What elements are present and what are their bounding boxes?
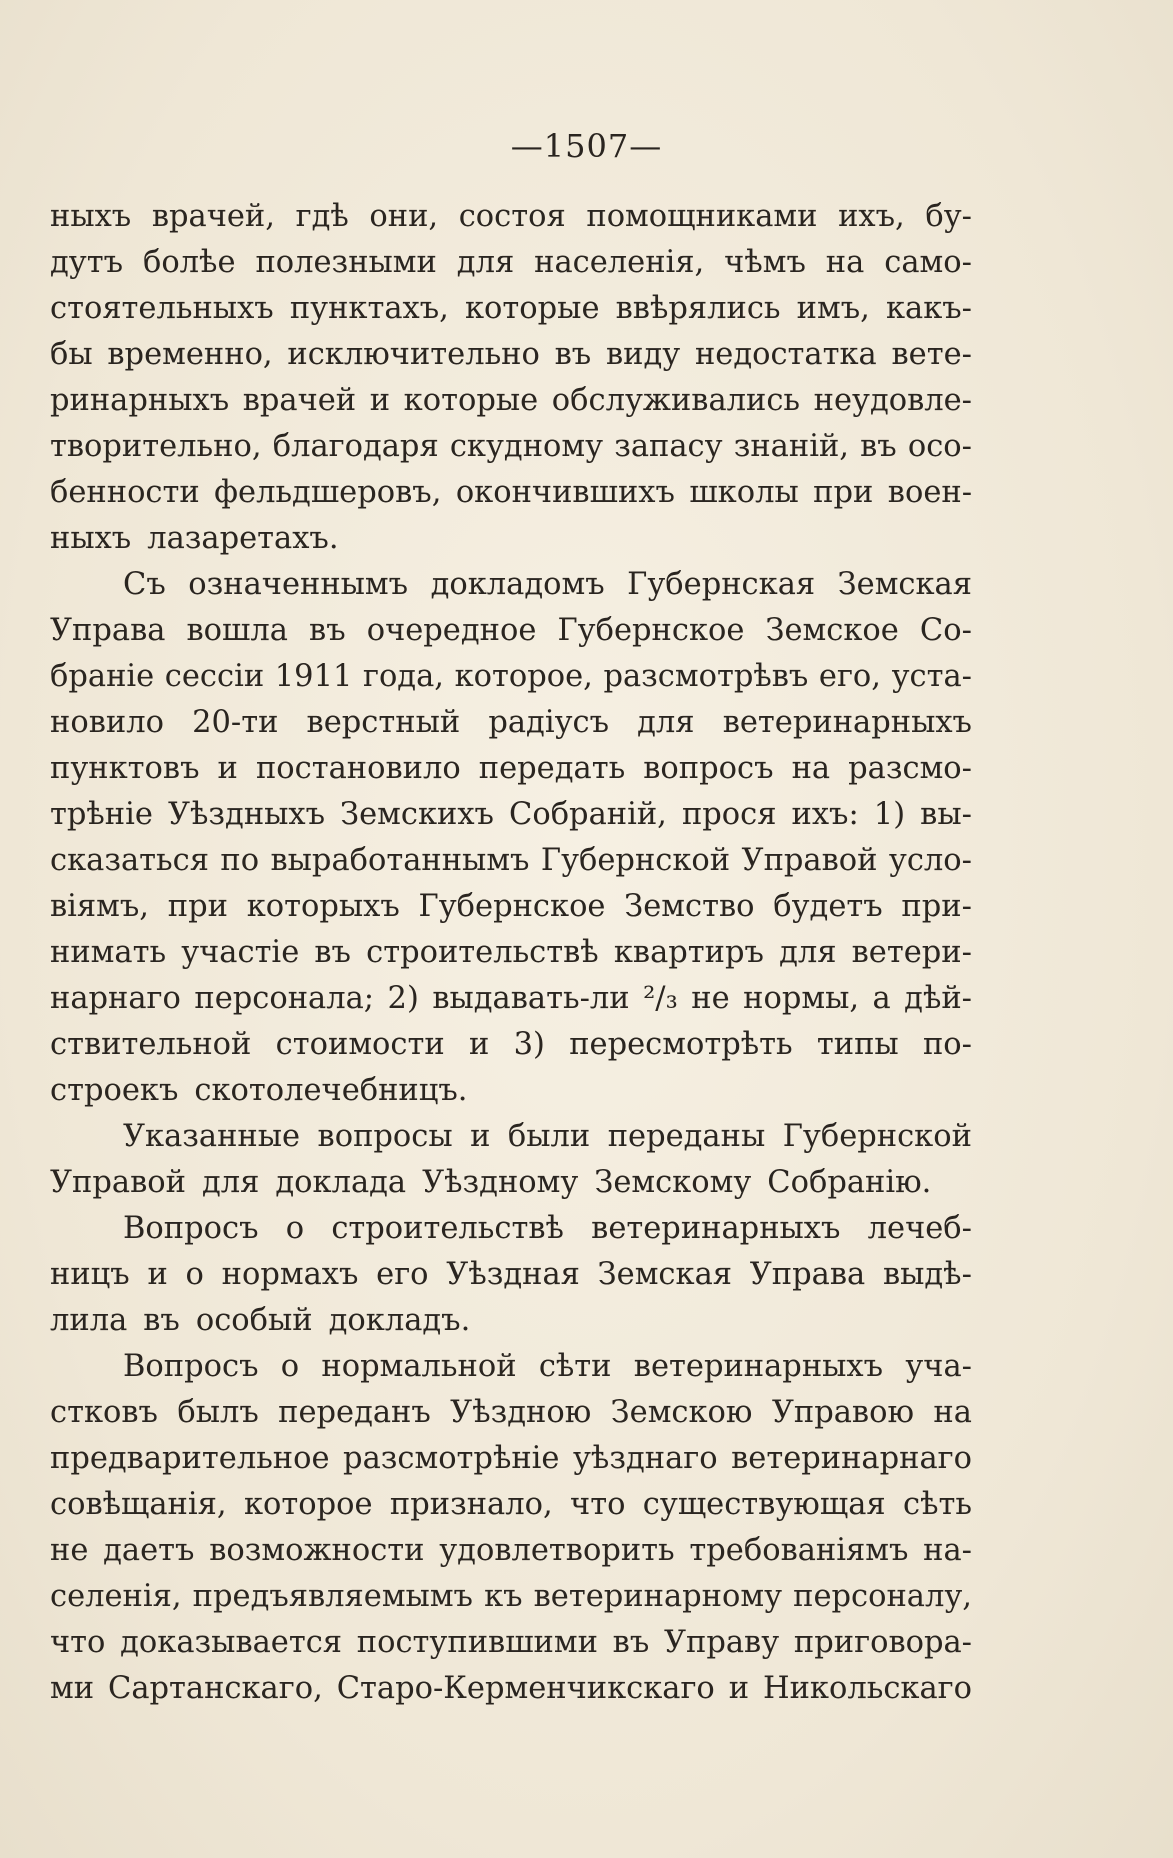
text-line (50, 1344, 972, 1390)
word: для (637, 705, 695, 740)
word: ветеринарному (533, 1579, 783, 1614)
text-line (50, 1206, 972, 1252)
text-line (50, 1390, 972, 1436)
text-line (50, 1298, 972, 1344)
word: предъявляемымъ (192, 1579, 473, 1614)
word: недостатка (694, 337, 877, 372)
text-line (50, 424, 972, 470)
word: скотолечебницъ. (194, 1073, 468, 1108)
word: въ (314, 935, 351, 970)
word: которое (243, 1487, 373, 1522)
word: разсмотрѣвъ (603, 659, 809, 694)
word: дутъ (50, 245, 124, 280)
word: не (691, 981, 730, 1016)
word: ветеринарныхъ (591, 1211, 841, 1246)
word: для (779, 935, 837, 970)
word: о (280, 1349, 300, 1384)
text-line (50, 976, 972, 1022)
word: что (570, 1487, 626, 1522)
word: вошла (186, 613, 288, 648)
word: персонала; (194, 981, 375, 1016)
word: удовлетворить (439, 1533, 675, 1568)
word: которое, (454, 659, 593, 694)
word: и (728, 1671, 750, 1706)
word: вете- (891, 337, 972, 372)
word: Вопросъ (123, 1211, 259, 1246)
word: усло- (888, 843, 972, 878)
word: населенія, (534, 245, 705, 280)
word: Уѣздному (422, 1165, 579, 1200)
word: къ (484, 1579, 523, 1614)
word: помощниками (586, 199, 818, 234)
word: квартиръ (613, 935, 764, 970)
word: Губернская (627, 567, 816, 602)
word: выдѣ- (882, 1257, 972, 1292)
word: ветеринарныхъ (722, 705, 972, 740)
word: выдавать-ли (432, 981, 630, 1016)
word: окончившихъ (455, 475, 675, 510)
word: ствительной (50, 1027, 252, 1062)
word: сказаться (50, 843, 209, 878)
word: Земскою (610, 1395, 753, 1430)
word: дѣй- (904, 981, 972, 1016)
word: совѣщанія, (50, 1487, 227, 1522)
word: Управой (741, 843, 878, 878)
word: ницъ (50, 1257, 130, 1292)
text-line (50, 332, 972, 378)
word: по (220, 843, 260, 878)
word: Управу (663, 1625, 780, 1660)
word: нормахъ (221, 1257, 359, 1292)
text-line (50, 700, 972, 746)
word: строекъ (50, 1073, 179, 1108)
word: они, (369, 199, 439, 234)
text-line (50, 792, 972, 838)
text-line (50, 1022, 972, 1068)
word: радіусъ (488, 705, 610, 740)
word: прося (681, 797, 777, 832)
word: селенія, (50, 1579, 182, 1614)
text-line (50, 516, 972, 562)
word: по- (922, 1027, 972, 1062)
word: приговора- (793, 1625, 972, 1660)
word: школы (689, 475, 799, 510)
word: года, (362, 659, 444, 694)
word: Губернское (418, 889, 606, 924)
word: 1911 (274, 659, 353, 694)
word: разсмотрѣніе (343, 1441, 560, 1476)
word: въ (612, 1625, 650, 1660)
word: что (50, 1625, 106, 1660)
word: въ (309, 613, 346, 648)
word: ²/₃ (643, 981, 678, 1016)
word: типы (816, 1027, 899, 1062)
word: ихъ: (791, 797, 859, 832)
word: доклада (275, 1165, 407, 1200)
word: существующая (642, 1487, 886, 1522)
text-line (50, 562, 972, 608)
word: возможности (209, 1533, 425, 1568)
text-line (50, 884, 972, 930)
body-text (50, 194, 972, 1712)
word: исключительно (287, 337, 540, 372)
word: даетъ (103, 1533, 195, 1568)
word: новило (50, 705, 164, 740)
word: Земство (624, 889, 755, 924)
word: въ (860, 429, 897, 464)
word: трѣніе (50, 797, 153, 832)
text-line (50, 608, 972, 654)
word: лазаретахъ. (147, 521, 339, 556)
word: неудовле- (813, 383, 972, 418)
word: уѣзднаго (572, 1441, 718, 1476)
word: Губернское (557, 613, 745, 648)
word: фельдшеровъ, (214, 475, 442, 510)
text-line (50, 1574, 972, 1620)
word: и (369, 383, 391, 418)
word: верстный (306, 705, 461, 740)
word: уча- (905, 1349, 972, 1384)
text-line (50, 286, 972, 332)
word: вопросы (317, 1119, 453, 1154)
word: лечеб- (867, 1211, 972, 1246)
word: стоятельныхъ (50, 291, 274, 326)
word: врачей, (151, 199, 275, 234)
word: Управа (50, 613, 166, 648)
word: докладъ. (328, 1303, 471, 1338)
word: 20-ти (192, 705, 279, 740)
text-line (50, 1068, 972, 1114)
word: гдѣ (295, 199, 349, 234)
word: Земскому (594, 1165, 752, 1200)
word: вы- (920, 797, 972, 832)
word: при (167, 889, 228, 924)
word: ныхъ (50, 521, 132, 556)
word: выработаннымъ (270, 843, 530, 878)
word: которыхъ (246, 889, 400, 924)
word: ввѣрялись (615, 291, 781, 326)
text-line (50, 654, 972, 700)
word: и (217, 751, 238, 786)
word: сѣти (538, 1349, 612, 1384)
word: осо- (907, 429, 972, 464)
word: 1) (873, 797, 906, 832)
word: Со- (919, 613, 972, 648)
word: Указанные (123, 1119, 301, 1154)
word: нарнаго (50, 981, 181, 1016)
word: которые (464, 291, 600, 326)
word: скудному (449, 429, 604, 464)
word: уста- (891, 659, 972, 694)
word: на (791, 751, 831, 786)
word: ныхъ (50, 199, 132, 234)
word: бу- (925, 199, 972, 234)
word: благодаря (272, 429, 439, 464)
text-line (50, 1436, 972, 1482)
word: и (470, 1119, 491, 1154)
word: ми (50, 1671, 95, 1706)
word: Земскихъ (340, 797, 494, 832)
word: пунктахъ, (289, 291, 449, 326)
word: переданъ (278, 1395, 431, 1430)
text-line (50, 1160, 972, 1206)
word: врачей (242, 383, 357, 418)
word: при (813, 475, 874, 510)
word: творительно, (50, 429, 262, 464)
word: Земская (597, 1257, 733, 1292)
word: пересмотрѣть (569, 1027, 793, 1062)
word: ветери- (851, 935, 972, 970)
text-line (50, 1482, 972, 1528)
text-line (50, 1252, 972, 1298)
word: лила (50, 1303, 128, 1338)
word: Вопросъ (123, 1349, 259, 1384)
word: строительствѣ (331, 1211, 564, 1246)
word: постановило (255, 751, 461, 786)
word: имъ, (796, 291, 870, 326)
word: 3) (513, 1027, 545, 1062)
word: запасу (614, 429, 723, 464)
word: ринарныхъ (50, 383, 230, 418)
text-line (50, 1114, 972, 1160)
word: признало, (389, 1487, 553, 1522)
word: Уѣздная (446, 1257, 580, 1292)
word: обслуживались (551, 383, 801, 418)
word: нормы, (743, 981, 860, 1016)
word: Управою (771, 1395, 915, 1430)
word: не (50, 1533, 89, 1568)
word: будетъ (773, 889, 883, 924)
word: Уѣздныхъ (167, 797, 326, 832)
word: Никольскаго (762, 1671, 972, 1706)
word: ветеринарныхъ (633, 1349, 884, 1384)
word: состоя (458, 199, 566, 234)
word: очередное (366, 613, 537, 648)
word: Уѣздною (450, 1395, 592, 1430)
word: полезными (255, 245, 437, 280)
word: сессіи (164, 659, 265, 694)
word: для (456, 245, 515, 280)
word: Старо-Керменчикскаго (336, 1671, 715, 1706)
word: Губернской (782, 1119, 972, 1154)
word: бенности (50, 475, 200, 510)
word: стоимости (275, 1027, 445, 1062)
word: стковъ (50, 1395, 158, 1430)
word: чѣмъ (724, 245, 806, 280)
word: Управой (50, 1165, 186, 1200)
word: вопросъ (643, 751, 774, 786)
word: о (185, 1257, 204, 1292)
word: Губернской (540, 843, 731, 878)
word: Сартанскаго, (107, 1671, 323, 1706)
word: на- (923, 1533, 972, 1568)
word: участіе (181, 935, 300, 970)
word: его, (818, 659, 881, 694)
text-line (50, 240, 972, 286)
word: поступившими (356, 1625, 598, 1660)
word: Собранію. (767, 1165, 932, 1200)
word: на (825, 245, 865, 280)
word: Земское (765, 613, 899, 648)
word: и (147, 1257, 168, 1292)
word: віямъ, (50, 889, 149, 924)
word: требованіямъ (689, 1533, 909, 1568)
word: которые (403, 383, 539, 418)
word: доказывается (120, 1625, 343, 1660)
word: въ (143, 1303, 180, 1338)
text-line (50, 194, 972, 240)
word: Земская (837, 567, 972, 602)
text-line (50, 378, 972, 424)
word: сѣть (903, 1487, 972, 1522)
word: о (285, 1211, 305, 1246)
word: воен- (887, 475, 972, 510)
word: при- (901, 889, 972, 924)
text-line (50, 838, 972, 884)
word: нимать (50, 935, 167, 970)
word: передать (478, 751, 626, 786)
word: строительствѣ (366, 935, 599, 970)
word: Собраній, (509, 797, 667, 832)
word: его (376, 1257, 429, 1292)
word: Управа (749, 1257, 866, 1292)
text-line (50, 930, 972, 976)
word: 2) (387, 981, 419, 1016)
word: въ (554, 337, 592, 372)
word: были (507, 1119, 591, 1154)
word: Съ (123, 567, 166, 602)
word: пунктовъ (50, 751, 200, 786)
word: особый (195, 1303, 313, 1338)
text-line (50, 1620, 972, 1666)
text-line (50, 470, 972, 516)
word: болѣе (142, 245, 236, 280)
word: означеннымъ (188, 567, 409, 602)
word: браніе (50, 659, 155, 694)
word: переданы (607, 1119, 766, 1154)
word: нормальной (321, 1349, 517, 1384)
word: разсмо- (848, 751, 972, 786)
word: ветеринарнаго (731, 1441, 972, 1476)
word: виду (605, 337, 681, 372)
word: знаній, (733, 429, 849, 464)
word: на (933, 1395, 972, 1430)
word: само- (884, 245, 972, 280)
word: какъ- (885, 291, 972, 326)
text-line (50, 1528, 972, 1574)
word: ихъ, (838, 199, 905, 234)
text-line (50, 746, 972, 792)
word: для (201, 1165, 260, 1200)
word: предварительное (50, 1441, 330, 1476)
word: былъ (177, 1395, 259, 1430)
word: бы (50, 337, 93, 372)
text-line (50, 1666, 972, 1712)
page-number: —1507— (510, 127, 663, 165)
word: и (468, 1027, 490, 1062)
word: а (872, 981, 891, 1016)
word: временно, (107, 337, 273, 372)
word: персоналу, (793, 1579, 972, 1614)
word: докладомъ (430, 567, 605, 602)
